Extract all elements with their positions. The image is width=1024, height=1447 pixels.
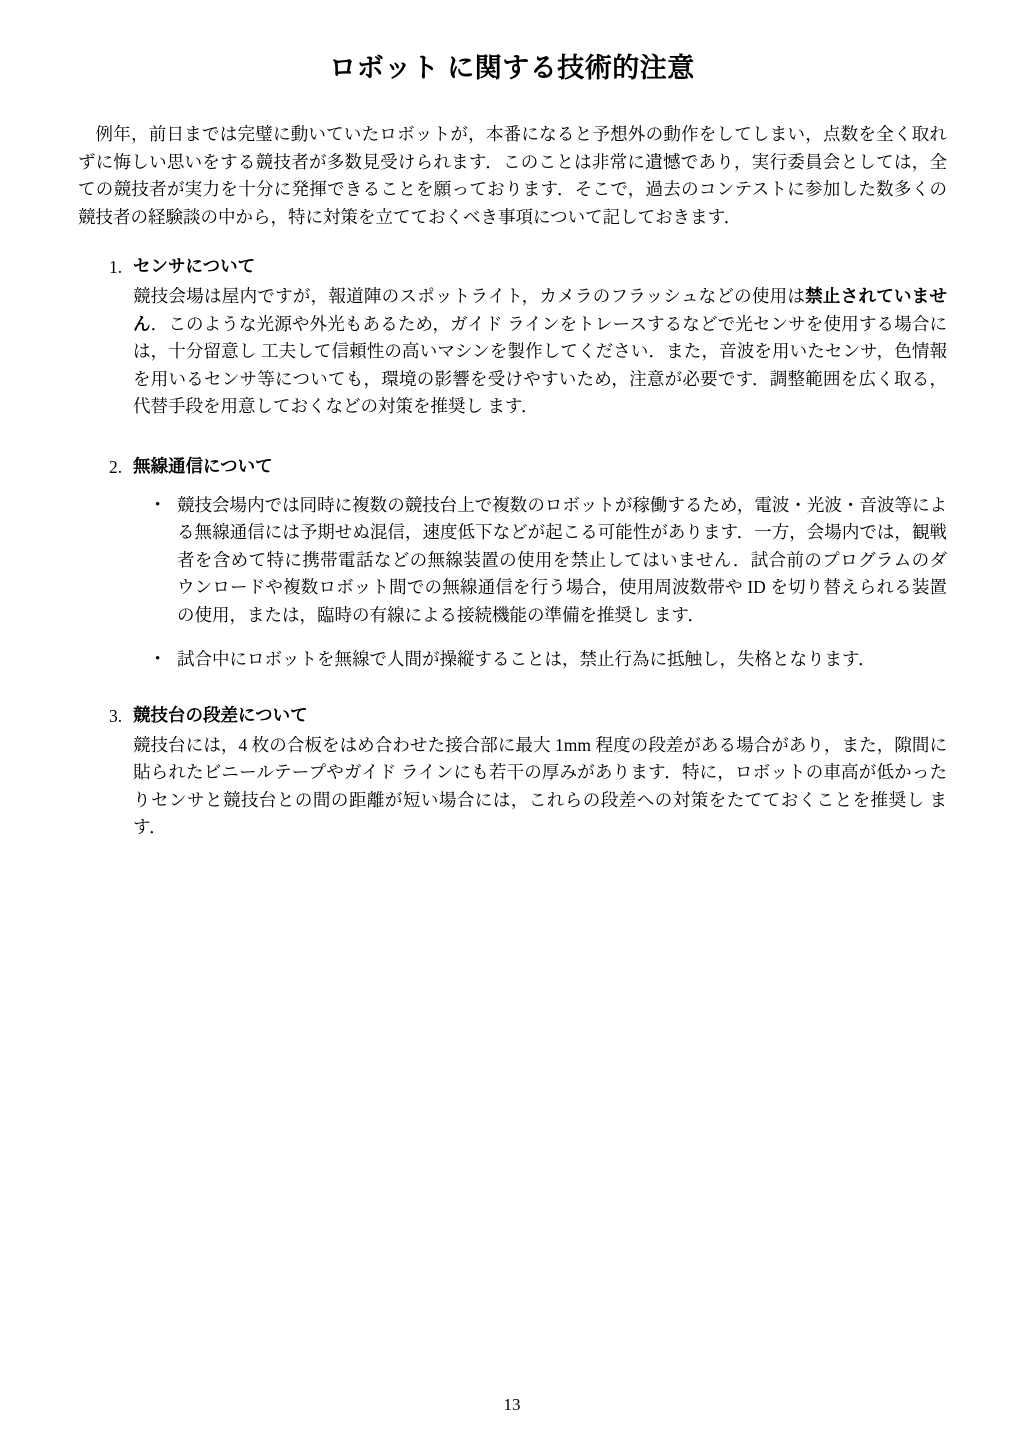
section-sensors bbox=[0, 255, 1024, 421]
page-number: 13 bbox=[503, 1395, 521, 1414]
page-title: ロボット に関する技術的注意 bbox=[329, 53, 695, 83]
section-1-heading-row bbox=[109, 255, 1024, 277]
section-1-heading: センサについて bbox=[133, 256, 256, 276]
bullet-icon: • bbox=[155, 496, 161, 513]
section-3-body: 競技台には，4 枚の合板をはめ合わせた接合部に最大 1mm 程度の段差がある場合があり，また，隙間に貼られたビニールテープやガイド ラインにも若干の厚みがあります．特に，ロボットの車高が低かったりセンサと競技台との間の距離が短い場合には，これらの段差への対策をたてておくことを推奨し ます． bbox=[133, 734, 947, 837]
section-3-heading-row bbox=[109, 704, 1024, 726]
section-1-number: 1. bbox=[109, 257, 123, 277]
list-item bbox=[155, 492, 947, 630]
section-3-number: 3. bbox=[109, 705, 123, 726]
section-3-heading: 競技台の段差について bbox=[133, 704, 308, 725]
list-item bbox=[155, 646, 947, 674]
section-wireless bbox=[0, 455, 1024, 674]
section-2-number: 2. bbox=[109, 456, 123, 477]
section-platform-steps bbox=[0, 704, 1024, 842]
bullet-1-text: 競技会場内では同時に複数の競技台上で複数のロボットが稼働するため，電波・光波・音波等による無線通信には予期せぬ混信，速度低下などが起こる可能性があります．一方，会場内では，観戦者を含めて特に携帯電話などの無線装置の使用を禁止してはいません．試合前のプログラムのダウンロードや複数ロボット間での無線通信を行う場合，使用周波数帯や ID を切り替えられる装置の使用，または，臨時の有線による接続機能の準備を推奨し ます． bbox=[177, 494, 947, 625]
section-2-heading: 無線通信について bbox=[133, 455, 273, 476]
bullet-icon: • bbox=[155, 651, 161, 667]
section-1-body: 競技会場は屋内ですが，報道陣のスポットライト，カメラのフラッシュなどの使用は禁止されていません．このような光源や外光もあるため，ガイド ラインをトレースするなどで光センサを使用する場合には，十分留意し 工夫して信頼性の高いマシンを製作してください．また，音波を用いたセンサ，色情報を用いるセンサ等についても，環境の影響を受けやすいため，注意が必要です．調整範囲を広く取る，代替手段を用意しておくなどの対策を推奨し ます． bbox=[133, 286, 948, 416]
section-2-heading-row bbox=[109, 455, 1024, 477]
section-2-bullet-list bbox=[0, 492, 1024, 674]
intro-paragraph: 例年，前日までは完璧に動いていたロボットが，本番になると予想外の動作をしてしまい，点数を全く取れずに悔しい思いをする競技者が多数見受けられます．このことは非常に遺憾であり，実行委員会としては，全ての競技者が実力を十分に発揮できることを願っております．そこで，過去のコンテストに参加した数多くの競技者の経験談の中から，特に対策を立てておくべき事項について記しておきます． bbox=[78, 124, 947, 227]
bullet-2-text: 試合中にロボットを無線で人間が操縦することは，禁止行為に抵触し，失格となります． bbox=[177, 649, 876, 669]
